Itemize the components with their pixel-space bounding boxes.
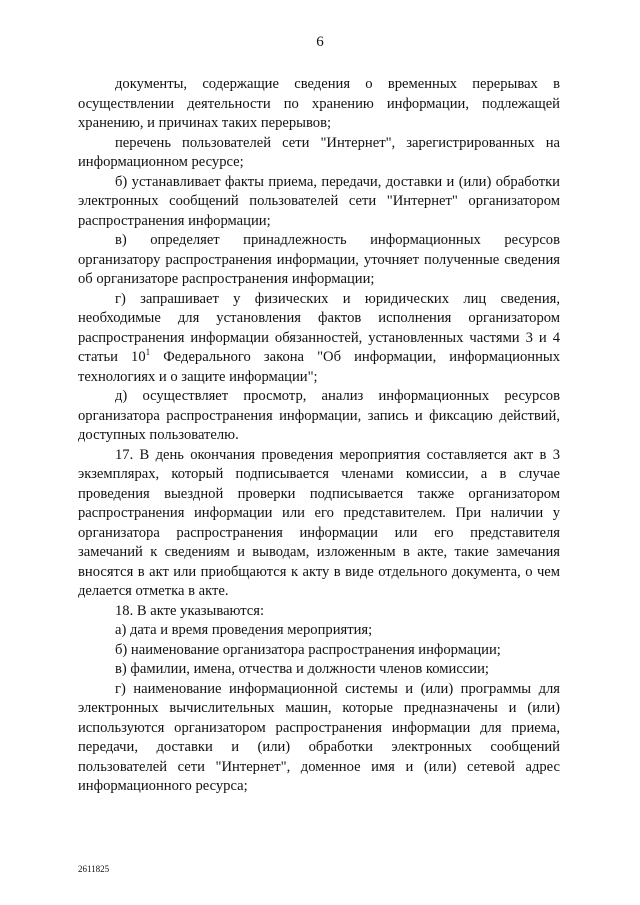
document-body xyxy=(78,75,560,797)
paragraph: в) фамилии, имена, отчества и должности членов комиссии; xyxy=(115,661,489,677)
paragraph: 17. В день окончания проведения мероприятия составляется акт в 3 экземплярах, который подписывается членами комиссии, а в случае проведения выездной проверки подписывается также организатором распространения информации или его представителем. При наличии у организатора распространения информации или его представителя замечаний к сведениям и выводам, изложенным в акте, такие замечания вносятся в акт или приобщаются к акту в виде отдельного документа, о чем делается отметка в акте. xyxy=(78,446,560,599)
paragraph-text: Федерального закона "Об информации, информационных технологиях и о защите информации"; xyxy=(78,349,560,385)
paragraph: д) осуществляет просмотр, анализ информационных ресурсов организатора распространения информации, запись и фиксацию действий, доступных пользователю. xyxy=(78,388,560,443)
document-code: 2611825 xyxy=(78,864,110,874)
paragraph: в) определяет принадлежность информационных ресурсов организатору распространения информации, уточняет полученные сведения об организаторе распространения информации; xyxy=(78,232,560,287)
paragraph: 18. В акте указываются: xyxy=(115,602,265,619)
paragraph-with-superscript xyxy=(78,290,560,388)
paragraph: перечень пользователей сети "Интернет", зарегистрированных на информационном ресурсе; xyxy=(78,134,560,170)
page-number: 6 xyxy=(316,34,324,50)
paragraph: б) наименование организатора распространения информации; xyxy=(115,641,501,658)
paragraph-text: г) запрашивает у физических и юридических лиц сведения, необходимые для установления фактов исполнения организатором распространения информации обязанностей, установленных частями 3 и 4 статьи 10 xyxy=(78,290,560,365)
superscript: 1 xyxy=(145,347,151,358)
paragraph: г) наименование информационной системы и (или) программы для электронных вычислительных машин, которые предназначены и (или) используются организатором распространения информации для приема, передачи, доставки и (или) обработки электронных сообщений пользователей сети "Интернет", доменное имя и (или) сетевой адрес информационного ресурса; xyxy=(78,680,560,794)
paragraph: документы, содержащие сведения о временных перерывах в осуществлении деятельности по хранению информации, подлежащей хранению, и причинах таких перерывов; xyxy=(78,76,560,131)
paragraph: б) устанавливает факты приема, передачи, доставки и (или) обработки электронных сообщений пользователей сети "Интернет" организатором распространения информации; xyxy=(78,173,560,229)
paragraph: а) дата и время проведения мероприятия; xyxy=(115,622,373,638)
